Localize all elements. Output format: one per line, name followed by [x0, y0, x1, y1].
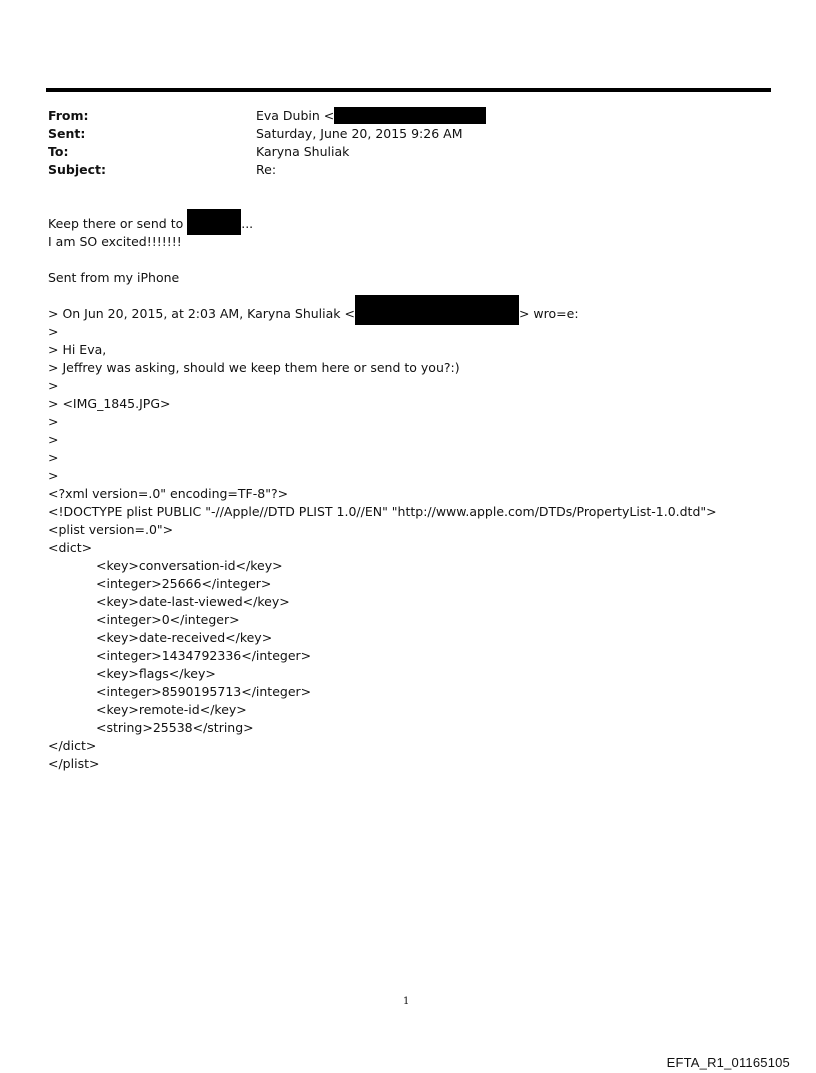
subject-value: Re:	[256, 162, 277, 177]
quote-ask: > Jeffrey was asking, should we keep them here or send to you?:)	[48, 360, 460, 375]
plist-entry: <string>25538</string>	[96, 720, 254, 735]
redaction-block	[355, 295, 519, 325]
signature: Sent from my iPhone	[48, 270, 180, 285]
plist-entry: <key>remote-id</key>	[96, 702, 247, 717]
body-line-1-pre: Keep there or send to	[48, 216, 188, 231]
from-text: Eva Dubin <	[256, 108, 335, 123]
quote-blank: >	[48, 450, 59, 465]
plist-open: <plist version=.0">	[48, 522, 174, 537]
page-number: 1	[403, 996, 410, 1007]
body-line-1	[48, 215, 253, 235]
body-line-1-post: ...	[241, 216, 254, 231]
quote-blank: >	[48, 324, 59, 339]
from-label: From:	[48, 108, 89, 123]
sent-label: Sent:	[48, 126, 86, 141]
plist-entry: <integer>8590195713</integer>	[96, 684, 312, 699]
to-value: Karyna Shuliak	[256, 144, 350, 159]
xml-declaration: <?xml version=.0" encoding=TF-8"?>	[48, 486, 289, 501]
quote-header-pre: > On Jun 20, 2015, at 2:03 AM, Karyna Shuliak <	[48, 306, 355, 321]
header-rule	[46, 88, 771, 92]
plist-entry: <key>date-received</key>	[96, 630, 273, 645]
redaction-block	[334, 107, 486, 124]
quote-blank: >	[48, 468, 59, 483]
doctype-line: <!DOCTYPE plist PUBLIC "-//Apple//DTD PLIST 1.0//EN" "http://www.apple.com/DTDs/PropertyList-1.0.dtd">	[48, 504, 717, 519]
sent-value: Saturday, June 20, 2015 9:26 AM	[256, 126, 463, 141]
dict-open: <dict>	[48, 540, 93, 555]
quote-blank: >	[48, 378, 59, 393]
subject-label: Subject:	[48, 162, 106, 177]
plist-entry: <key>date-last-viewed</key>	[96, 594, 290, 609]
from-value	[256, 107, 486, 125]
quote-header-post: > wro=e:	[518, 306, 579, 321]
quote-header	[48, 305, 579, 325]
plist-entry: <integer>0</integer>	[96, 612, 240, 627]
plist-entry: <key>flags</key>	[96, 666, 216, 681]
body-line-2: I am SO excited!!!!!!!	[48, 234, 182, 249]
plist-entry: <integer>25666</integer>	[96, 576, 272, 591]
quote-blank: >	[48, 414, 59, 429]
quote-attachment: > <IMG_1845.JPG>	[48, 396, 171, 411]
dict-close: </dict>	[48, 738, 97, 753]
redaction-block	[187, 209, 241, 235]
quote-hi: > Hi Eva,	[48, 342, 107, 357]
plist-entry: <key>conversation-id</key>	[96, 558, 283, 573]
plist-close: </plist>	[48, 756, 100, 771]
to-label: To:	[48, 144, 69, 159]
quote-blank: >	[48, 432, 59, 447]
bates-stamp: EFTA_R1_01165105	[666, 1055, 790, 1070]
plist-entry: <integer>1434792336</integer>	[96, 648, 312, 663]
